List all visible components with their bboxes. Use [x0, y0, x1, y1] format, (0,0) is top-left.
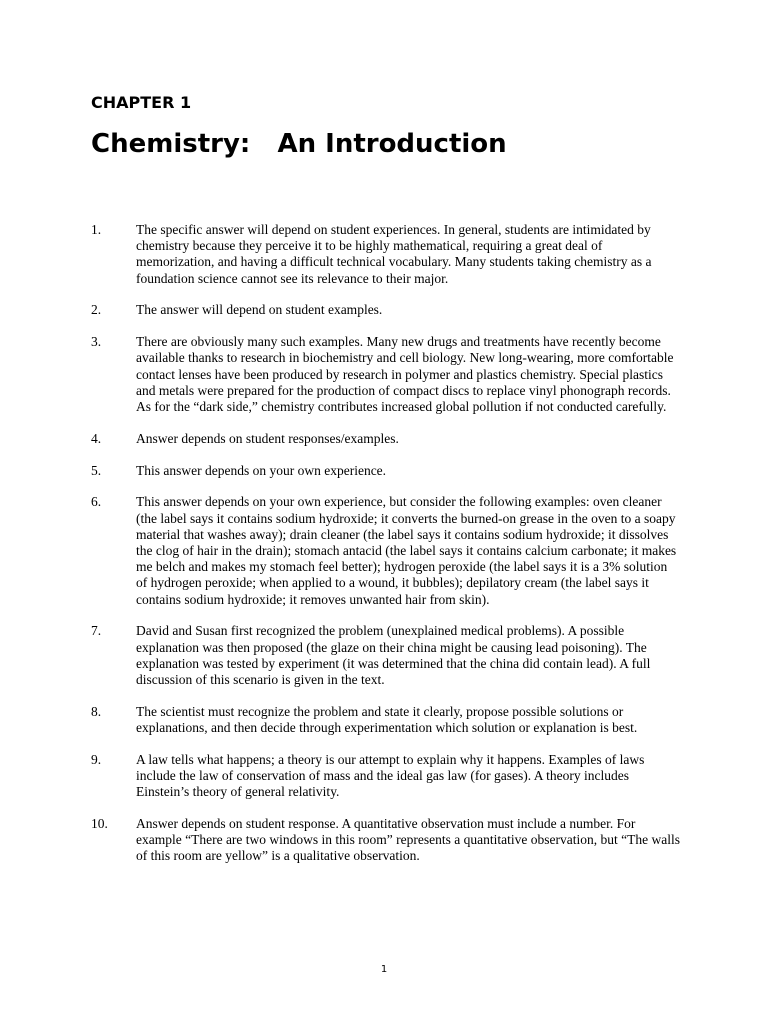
answer-item-10 — [91, 816, 681, 865]
answer-number: 9. — [91, 751, 102, 767]
answer-text: The scientist must recognize the problem and state it clearly, propose possible solutions or explanations, and then decide through experimentation which solution or explanation is best. — [136, 703, 638, 736]
answer-text: The specific answer will depend on student experiences. In general, students are intimidated by chemistry because they perceive it to be highly mathematical, requiring a great deal of memorization, and having a difficult technical vocabulary. Many students taking chemistry as a foundation science cannot see its relevance to their major. — [136, 222, 652, 286]
chapter-title: Chemistry: An Introduction — [91, 129, 507, 159]
answer-text: Answer depends on student response. A quantitative observation must include a number. For example “There are two windows in this room” represents a quantitative observation, but “The walls of this room are yellow” is a qualitative observation. — [136, 816, 680, 864]
answer-item-9 — [91, 752, 681, 801]
answer-number: 10. — [91, 816, 108, 832]
answer-text: This answer depends on your own experience, but consider the following examples: oven cleaner (the label says it contains sodium hydroxide; it converts the burned-on grease in the oven to a soapy material that washes away); drain cleaner (the label says it contains sodium hydroxide; it dissolves the clog of hair in the drain); stomach antacid (the label says it contains calcium carbonate; it makes me belch and makes my stomach feel better); hydrogen peroxide (the label says it is a 3% solution of hydrogen peroxide; when applied to a wound, it bubbles); depilatory cream (the label says it contains sodium hydroxide; it removes unwanted hair from skin). — [136, 494, 677, 607]
answer-text: David and Susan first recognized the problem (unexplained medical problems). A possible explanation was then proposed (the glaze on their china might be causing lead poisoning). The explanation was tested by experiment (it was determined that the china did contain lead). A full discussion of this scenario is given in the text. — [136, 623, 651, 688]
answer-number: 4. — [91, 430, 102, 446]
answer-number: 8. — [91, 703, 102, 719]
answer-item-5 — [91, 463, 681, 479]
answer-text: The answer will depend on student examples. — [136, 302, 383, 318]
answer-text: Answer depends on student responses/examples. — [136, 430, 399, 446]
answer-item-3 — [91, 334, 681, 415]
answer-text: This answer depends on your own experience. — [136, 462, 387, 478]
answer-list — [91, 222, 681, 880]
answer-number: 1. — [91, 222, 102, 237]
answer-number: 2. — [91, 302, 102, 318]
answer-number: 3. — [91, 334, 102, 350]
answer-item-2 — [91, 302, 681, 318]
answer-item-1 — [91, 222, 681, 287]
answer-text: A law tells what happens; a theory is our attempt to explain why it happens. Examples of laws include the law of conservation of mass and the ideal gas law (for gases). A theory includes Einstein’s theory of general relativity. — [136, 751, 645, 800]
page-number: 1 — [380, 964, 388, 975]
answer-number: 7. — [91, 623, 102, 639]
answer-item-6 — [91, 494, 681, 607]
answer-number: 5. — [91, 462, 102, 478]
answer-item-8 — [91, 704, 681, 736]
chapter-label: CHAPTER 1 — [91, 93, 192, 112]
answer-item-7 — [91, 623, 681, 688]
answer-item-4 — [91, 431, 681, 447]
answer-number: 6. — [91, 494, 102, 510]
answer-text: There are obviously many such examples. Many new drugs and treatments have recently become available thanks to research in biochemistry and cell biology. New long-wearing, more comfortable contact lenses have been produced by research in polymer and plastics chemistry. Special plastics and metals were prepared for the production of compact discs to replace vinyl phonograph records. As for the “dark side,” chemistry contributes increased global pollution if not conducted carefully. — [136, 334, 674, 415]
